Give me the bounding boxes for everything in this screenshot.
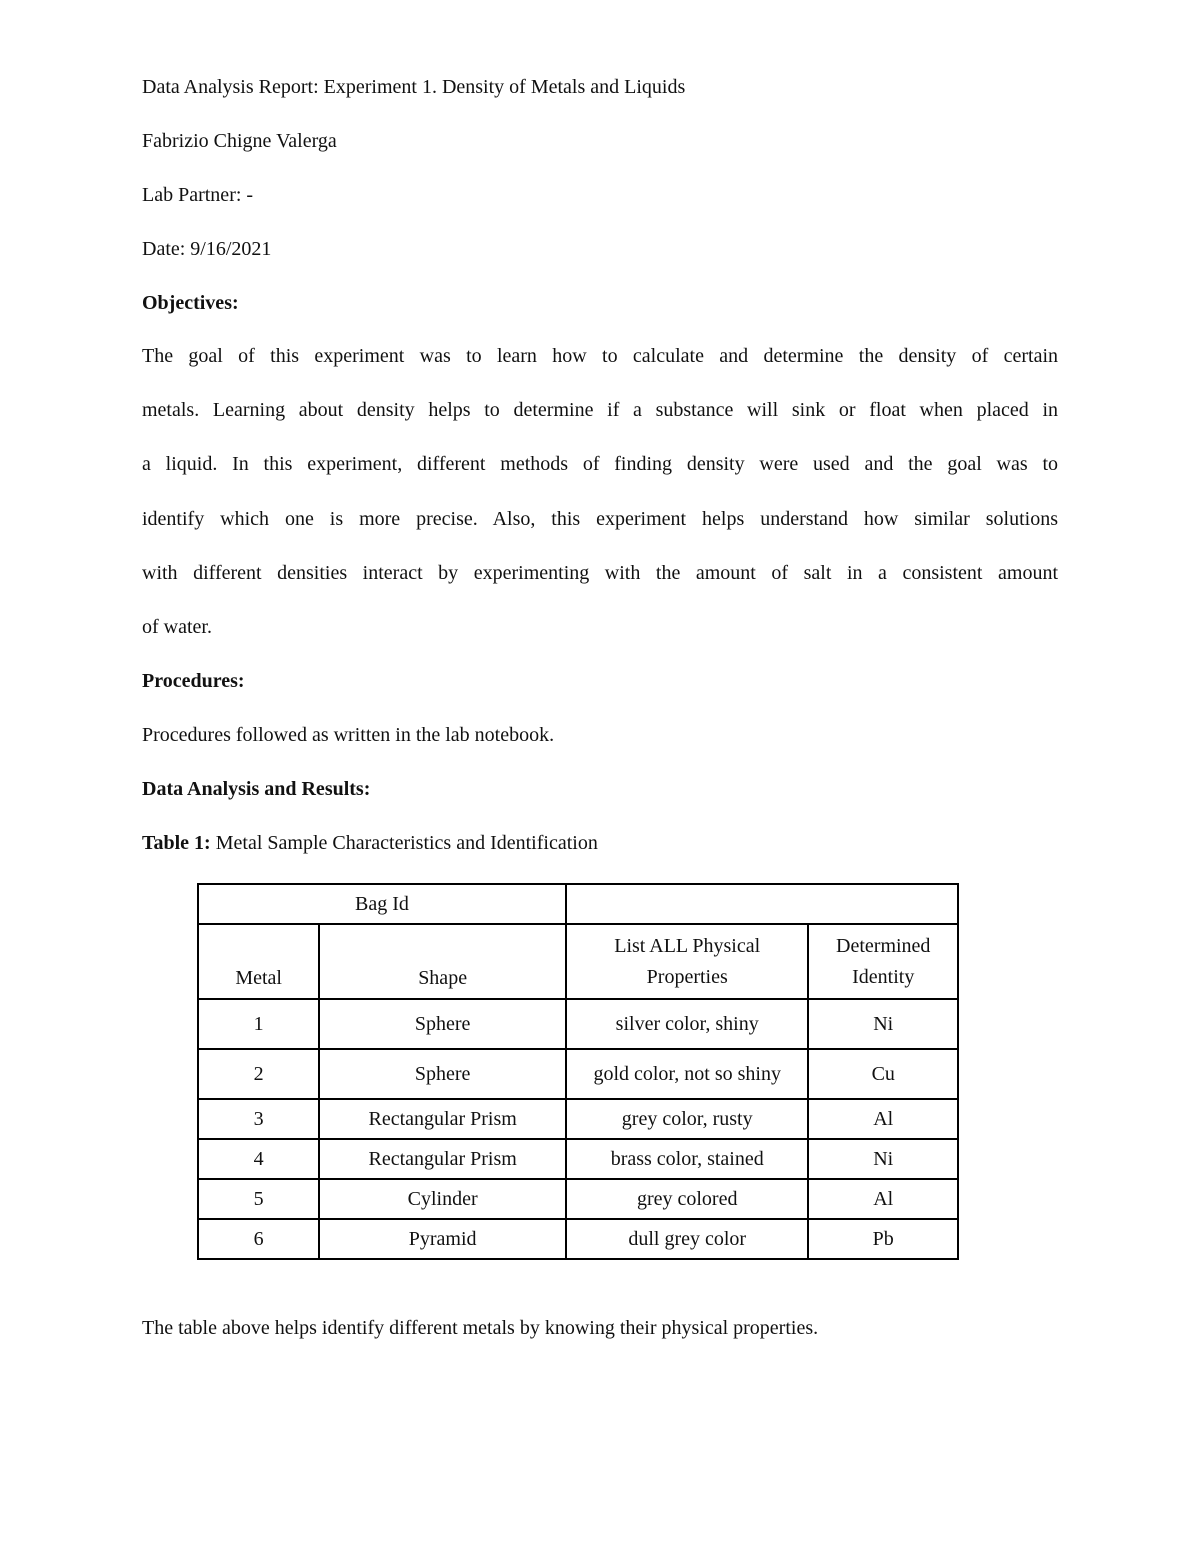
cell-identity: Pb (808, 1219, 958, 1259)
cell-metal: 5 (198, 1179, 319, 1219)
cell-properties: silver color, shiny (566, 999, 809, 1049)
objectives-paragraph (142, 329, 1058, 654)
procedures-text: Procedures followed as written in the lab notebook. (142, 724, 555, 746)
lab-partner: Lab Partner: - (142, 184, 254, 206)
table-row (198, 999, 958, 1049)
header-identity-line1: Determined (836, 934, 931, 957)
author-name: Fabrizio Chigne Valerga (142, 130, 337, 152)
cell-metal: 1 (198, 999, 319, 1049)
header-shape: Shape (319, 924, 566, 999)
objectives-line: of water. (142, 615, 212, 638)
table-row (198, 1049, 958, 1099)
table-caption-label: Table 1: (142, 832, 211, 854)
table-header-row (198, 924, 958, 999)
objectives-line: with different densities interact by experimenting with the amount of salt in a consistent amount (142, 561, 1058, 584)
cell-properties: grey color, rusty (566, 1099, 809, 1139)
report-date: Date: 9/16/2021 (142, 238, 272, 260)
objectives-line: identify which one is more precise. Also, this experiment helps understand how similar solutions (142, 507, 1058, 530)
table-row (198, 1179, 958, 1219)
cell-properties: brass color, stained (566, 1139, 809, 1179)
table-row (198, 1099, 958, 1139)
table-caption-text: Metal Sample Characteristics and Identification (210, 832, 598, 854)
header-identity-line2: Identity (852, 965, 915, 988)
table-row (198, 1219, 958, 1259)
header-properties (566, 924, 809, 999)
table-caption (142, 831, 598, 855)
objectives-line: metals. Learning about density helps to determine if a substance will sink or float when placed in (142, 399, 1058, 422)
cell-identity: Ni (808, 999, 958, 1049)
header-identity (808, 924, 958, 999)
cell-properties: dull grey color (566, 1219, 809, 1259)
cell-shape: Sphere (319, 999, 566, 1049)
bag-id-value (566, 884, 958, 924)
cell-metal: 6 (198, 1219, 319, 1259)
cell-shape: Pyramid (319, 1219, 566, 1259)
cell-shape: Sphere (319, 1049, 566, 1099)
objectives-line: a liquid. In this experiment, different methods of finding density were used and the goal was to (142, 453, 1058, 476)
table-row (198, 1139, 958, 1179)
table-bag-row (198, 884, 958, 924)
cell-shape: Cylinder (319, 1179, 566, 1219)
cell-metal: 3 (198, 1099, 319, 1139)
report-title: Data Analysis Report: Experiment 1. Density of Metals and Liquids (142, 76, 686, 98)
results-heading: Data Analysis and Results: (142, 778, 371, 800)
cell-metal: 2 (198, 1049, 319, 1099)
objectives-line: The goal of this experiment was to learn how to calculate and determine the density of certain (142, 345, 1058, 367)
cell-identity: Al (808, 1179, 958, 1219)
cell-identity: Ni (808, 1139, 958, 1179)
objectives-heading: Objectives: (142, 292, 239, 314)
cell-metal: 4 (198, 1139, 319, 1179)
cell-shape: Rectangular Prism (319, 1139, 566, 1179)
cell-properties: grey colored (566, 1179, 809, 1219)
cell-identity: Al (808, 1099, 958, 1139)
procedures-heading: Procedures: (142, 670, 245, 692)
cell-identity: Cu (808, 1049, 958, 1099)
table-summary: The table above helps identify different metals by knowing their physical properties. (142, 1317, 819, 1339)
cell-properties: gold color, not so shiny (566, 1049, 809, 1099)
metal-sample-table (197, 883, 959, 1260)
cell-shape: Rectangular Prism (319, 1099, 566, 1139)
header-properties-line2: Properties (646, 965, 728, 988)
header-properties-line1: List ALL Physical (614, 934, 761, 957)
header-metal: Metal (198, 924, 319, 999)
bag-id-label: Bag Id (198, 884, 566, 924)
